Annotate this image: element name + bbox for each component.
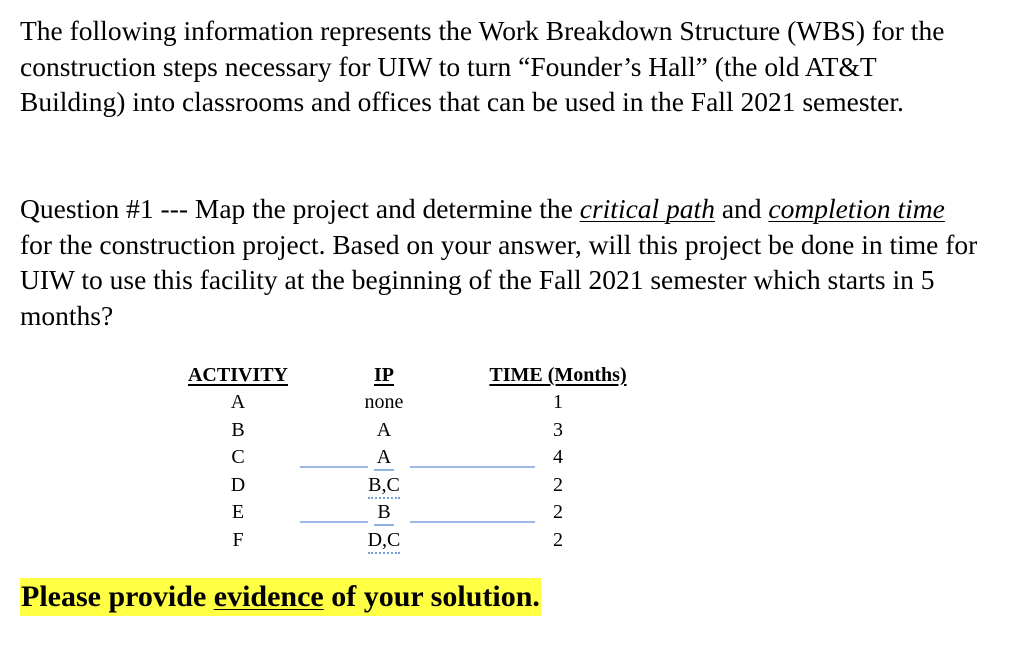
header-activity: ACTIVITY (187, 364, 289, 386)
link-underline-right-e (410, 521, 535, 523)
ip-value: A (374, 445, 394, 471)
activity-cell: E (231, 501, 245, 523)
time-cell: 1 (553, 391, 563, 413)
time-cell: 2 (553, 501, 563, 523)
header-ip: IP (374, 364, 394, 386)
link-underline-left-e (300, 521, 368, 523)
question-text-3: for the construction project. Based on your answer, will this project be done in time for UIW to use this facility at the beginning of the Fall 2021 semester which starts in 5 months? (20, 228, 978, 331)
evidence-text-1: Please provide (21, 580, 214, 613)
ip-cell: A (376, 418, 392, 441)
time-cell: 4 (553, 446, 563, 468)
link-underline-left-c (300, 466, 368, 468)
ip-value: B,C (368, 473, 400, 499)
activity-cell: F (232, 528, 244, 551)
link-underline-right-c (410, 466, 535, 468)
question-paragraph (20, 191, 980, 333)
activity-cell: A (230, 391, 246, 413)
table-row (178, 389, 646, 417)
activity-cell: C (231, 446, 245, 468)
evidence-word: evidence (213, 580, 324, 613)
header-time: TIME (Months) (489, 364, 627, 386)
completion-time-term: completion time (768, 193, 945, 224)
evidence-callout (20, 578, 541, 616)
activity-cell: B (231, 418, 245, 441)
activity-cell: D (230, 473, 246, 496)
intro-paragraph: The following information represents the Work Breakdown Structure (WBS) for the construction steps necessary for UIW to turn “Founder’s Hall” (the old AT&T Building) into classrooms and offices that can be used in the Fall 2021 semester. (20, 15, 945, 117)
table-header-row (178, 361, 646, 389)
time-cell: 3 (553, 418, 563, 441)
time-cell: 2 (553, 528, 563, 551)
question-text-2: and (714, 193, 769, 224)
table-row (178, 417, 646, 445)
ip-value: D,C (368, 528, 401, 554)
critical-path-term: critical path (579, 193, 715, 224)
question-text-1: Question #1 --- Map the project and determine the (20, 193, 580, 224)
table-row (178, 472, 646, 500)
wbs-table (178, 361, 646, 554)
ip-value: B (374, 500, 393, 526)
ip-cell (298, 472, 470, 500)
ip-cell: none (364, 391, 404, 413)
table-row (178, 527, 646, 555)
ip-cell (298, 527, 470, 555)
time-cell: 2 (553, 473, 563, 496)
evidence-text-2: of your solution. (323, 580, 540, 613)
